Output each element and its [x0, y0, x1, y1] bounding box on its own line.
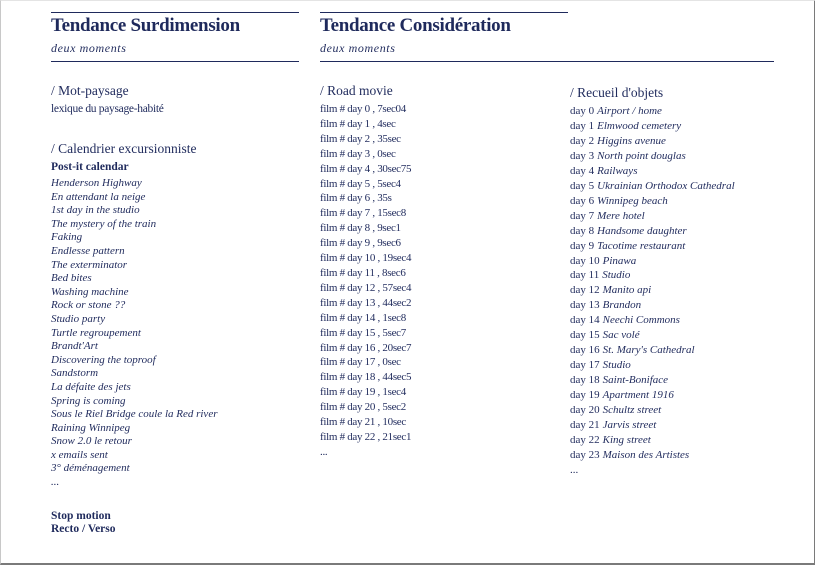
- recueil-item: [570, 418, 735, 433]
- middle-column-title: Tendance Considération: [320, 15, 511, 36]
- film-item: film # day 19 , 1sec4: [320, 386, 406, 399]
- recueil-item: [570, 179, 735, 194]
- left-column-title: Tendance Surdimension: [51, 15, 240, 36]
- recueil-label: Neechi Commons: [602, 314, 680, 327]
- recueil-day: ...: [570, 463, 579, 476]
- recueil-item: [570, 164, 735, 179]
- recueil-label: Maison des Artistes: [602, 448, 690, 461]
- film-item: film # day 0 , 7sec04: [320, 103, 406, 115]
- stop-motion-label: Stop motion: [51, 510, 111, 522]
- recueil-item: [570, 343, 735, 358]
- calendar-item: The exterminator: [51, 258, 128, 271]
- film-item: film # day 9 , 9sec6: [320, 237, 401, 250]
- film-item: film # day 8 , 9sec1: [320, 222, 401, 235]
- film-item: film # day 13 , 44sec2: [320, 296, 412, 309]
- film-item: film # day 12 , 57sec4: [320, 281, 412, 294]
- recueil-item: [570, 373, 735, 388]
- recueil-day: day 23: [570, 448, 600, 461]
- calendar-item: Raining Winnipeg: [51, 421, 131, 434]
- recueil-item: [570, 134, 735, 149]
- recueil-label: Manito api: [602, 284, 652, 297]
- recueil-day: day 15: [570, 329, 600, 342]
- calendar-item: Snow 2.0 le retour: [51, 435, 132, 448]
- recueil-label: North point douglas: [597, 149, 686, 162]
- recueil-item: [570, 433, 735, 448]
- calendar-item: Sous le Riel Bridge coule la Red river: [51, 408, 218, 421]
- recueil-label: Higgins avenue: [597, 134, 666, 147]
- film-item: film # day 20 , 5sec2: [320, 401, 406, 414]
- recueil-day: day 2: [570, 134, 595, 147]
- road-movie-heading: / Road movie: [320, 83, 393, 98]
- recueil-label: Sac volé: [602, 329, 640, 342]
- calendar-item: x emails sent: [51, 448, 108, 461]
- calendar-item: Sandstorm: [51, 367, 99, 380]
- film-item: film # day 18 , 44sec5: [320, 371, 412, 384]
- recueil-item: [570, 358, 735, 373]
- recueil-item: [570, 104, 735, 119]
- recueil-item: [570, 119, 735, 134]
- recueil-label: Mere hotel: [597, 209, 645, 222]
- recueil-item: [570, 224, 735, 239]
- recueil-list: [570, 104, 735, 478]
- left-column-subtitle: deux moments: [51, 41, 127, 55]
- top-rule-middle: [320, 12, 568, 13]
- film-item: film # day 21 , 10sec: [320, 416, 406, 429]
- recueil-heading: / Recueil d'objets: [570, 85, 664, 100]
- recueil-label: Ukrainian Orthodox Cathedral: [597, 179, 735, 192]
- film-item: film # day 5 , 5sec4: [320, 177, 401, 190]
- recueil-day: day 0: [570, 105, 595, 117]
- recueil-day: day 6: [570, 194, 595, 207]
- film-item: film # day 6 , 35s: [320, 192, 392, 205]
- recueil-day: day 12: [570, 284, 600, 297]
- recueil-item: [570, 328, 735, 343]
- recueil-label: Jarvis street: [602, 419, 657, 432]
- calendar-item: Studio party: [51, 312, 106, 325]
- film-item: film # day 11 , 8sec6: [320, 266, 406, 279]
- calendar-item: 3° déménagement: [51, 462, 130, 475]
- subtitle-rule-right: [320, 61, 774, 62]
- recueil-label: Saint-Boniface: [602, 374, 669, 387]
- calendrier-heading: / Calendrier excursionniste: [51, 141, 197, 156]
- film-item: film # day 3 , 0sec: [320, 147, 396, 160]
- recueil-day: day 11: [570, 269, 600, 282]
- film-item: film # day 7 , 15sec8: [320, 207, 406, 220]
- recueil-label: Schultz street: [602, 404, 662, 417]
- film-item: film # day 16 , 20sec7: [320, 341, 412, 354]
- mot-paysage-text: lexique du paysage-habité: [51, 103, 164, 115]
- film-item: film # day 17 , 0sec: [320, 356, 401, 369]
- film-item: film # day 10 , 19sec4: [320, 252, 412, 265]
- calendar-item: Spring is coming: [51, 394, 126, 407]
- recueil-item: [570, 268, 735, 283]
- recueil-item: [570, 254, 735, 269]
- calendar-item: Bed bites: [51, 272, 92, 285]
- post-it-calendar-heading: Post-it calendar: [51, 161, 129, 173]
- recueil-day: day 9: [570, 239, 595, 252]
- recueil-label: Railways: [597, 164, 638, 177]
- calendar-item: 1st day in the studio: [51, 204, 140, 217]
- film-item: film # day 14 , 1sec8: [320, 311, 406, 324]
- recueil-label: King street: [602, 433, 651, 446]
- recueil-day: day 8: [570, 224, 595, 237]
- recueil-item: [570, 463, 735, 478]
- recueil-day: day 17: [570, 359, 600, 372]
- film-item: film # day 1 , 4sec: [320, 117, 396, 130]
- recueil-item: [570, 298, 735, 313]
- calendar-item: Turtle regroupement: [51, 326, 141, 339]
- recueil-item: [570, 283, 735, 298]
- recueil-item: [570, 388, 735, 403]
- recueil-item: [570, 448, 735, 463]
- recueil-label: Studio: [602, 269, 631, 282]
- subtitle-rule-left: [51, 61, 299, 62]
- middle-column-subtitle: deux moments: [320, 41, 396, 55]
- recueil-label: Brandon: [602, 299, 642, 312]
- recueil-day: day 4: [570, 164, 595, 177]
- calendar-item: Brandt'Art: [51, 340, 98, 353]
- calendar-item: La défaite des jets: [51, 380, 131, 393]
- recueil-label: St. Mary's Cathedral: [602, 344, 695, 357]
- recueil-label: Airport / home: [597, 105, 662, 117]
- recueil-label: Winnipeg beach: [597, 194, 668, 207]
- recueil-day: day 10: [570, 254, 600, 267]
- recueil-item: [570, 209, 735, 224]
- recueil-day: day 19: [570, 389, 600, 402]
- calendar-item: Rock or stone ??: [51, 299, 126, 312]
- calendar-item: ...: [51, 476, 60, 489]
- film-item: film # day 2 , 35sec: [320, 132, 401, 145]
- calendar-item: Discovering the toproof: [51, 353, 156, 366]
- recueil-day: day 22: [570, 433, 600, 446]
- calendar-item: Faking: [51, 231, 83, 244]
- recueil-label: Elmwood cemetery: [597, 119, 682, 132]
- recueil-day: day 5: [570, 179, 595, 192]
- calendar-item: Henderson Highway: [51, 177, 142, 189]
- recueil-day: day 21: [570, 419, 600, 432]
- calendar-item: Washing machine: [51, 285, 129, 298]
- film-item: film # day 15 , 5sec7: [320, 326, 406, 339]
- recueil-day: day 16: [570, 344, 600, 357]
- calendar-item: En attendant la neige: [51, 190, 146, 203]
- top-rule-left: [51, 12, 299, 13]
- recueil-label: Apartment 1916: [602, 389, 674, 402]
- recto-verso-label: Recto / Verso: [51, 523, 116, 535]
- recueil-day: day 7: [570, 209, 595, 222]
- recueil-label: Tacotime restaurant: [597, 239, 686, 252]
- recueil-label: Pinawa: [602, 254, 637, 267]
- mot-paysage-heading: / Mot-paysage: [51, 83, 129, 98]
- calendar-item: The mystery of the train: [51, 217, 157, 230]
- recueil-label: Studio: [602, 359, 631, 372]
- film-item: film # day 22 , 21sec1: [320, 430, 412, 443]
- recueil-item: [570, 194, 735, 209]
- recueil-day: day 18: [570, 374, 600, 387]
- recueil-item: [570, 149, 735, 164]
- recueil-day: day 20: [570, 404, 600, 417]
- recueil-item: [570, 313, 735, 328]
- film-item: film # day 4 , 30sec75: [320, 162, 412, 175]
- recueil-day: day 3: [570, 149, 595, 162]
- recueil-item: [570, 239, 735, 254]
- recueil-day: day 13: [570, 299, 600, 312]
- calendar-item: Endlesse pattern: [51, 244, 125, 257]
- recueil-item: [570, 403, 735, 418]
- recueil-label: Handsome daughter: [597, 224, 687, 237]
- recueil-day: day 1: [570, 119, 595, 132]
- film-item: ...: [320, 445, 328, 458]
- calendar-list: [51, 177, 217, 490]
- recueil-day: day 14: [570, 314, 600, 327]
- road-movie-list: [320, 102, 411, 460]
